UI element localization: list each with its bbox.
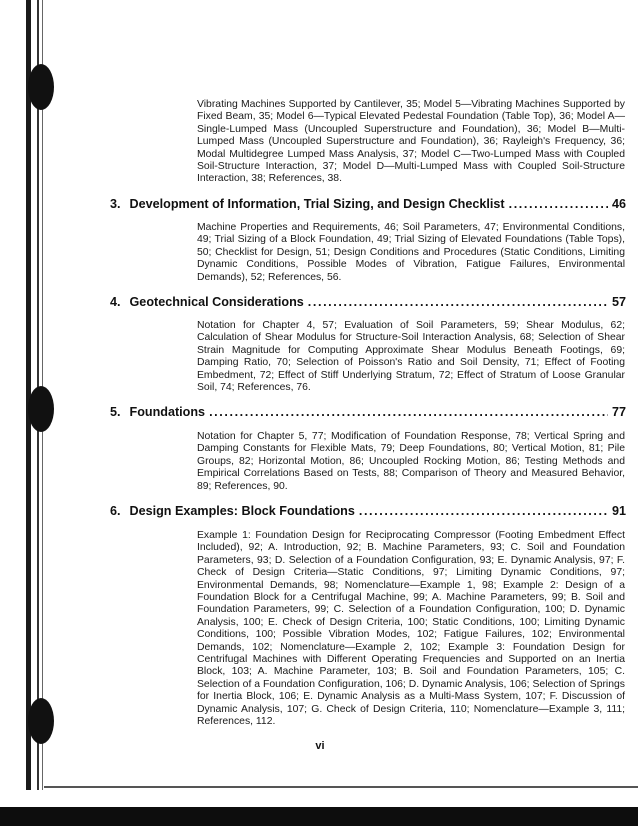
- bottom-edge: [0, 807, 638, 826]
- leader-dots: [308, 295, 608, 309]
- toc-chapter-4-contents: Notation for Chapter 4, 57; Evaluation of Soil Parameters, 59; Shear Modulus, 62; Calculation of Shear Modulus for Structure-Soil Interaction Analysis, 68; Selection of Shear Strain Magnitude for Computing Approximate Shear Modulus Beneath Footings, 69; Damping Ratio, 70; Selection of Poisson's Ratio and Soil Density, 71; Effect of Footing Embedment, 72; Effect of Stiff Underlying Stratum, 72; Effect of Stratum of Loose Granular Soil, 74; References, 76.: [197, 320, 625, 394]
- toc-chapter-6-contents: Example 1: Foundation Design for Reciprocating Compressor (Footing Embedment Effect Included), 92; A. Introduction, 92; B. Machine Parameters, 93; C. Soil and Foundation Parameters, 93; D. Selection of a Foundation Configuration, 93; E. Dynamic Analysis, 97; F. Check of Design Criteria—Static Conditions, 97; Limiting Dynamic Conditions, 97; Environmental Demands, 98; Nomenclature—Example 1, 98; Example 2: Design of a Foundation Block for a Centrifugal Machine, 99; A. Machine Parameters, 99; B. Soil and Foundation Parameters, 99; C. Selection of a Foundation Configuration, 100; D. Dynamic Analysis, 100; E. Check of Design Criteria, 100; Static Conditions, 100; Limiting Dynamic Conditions, 100; Possible Vibration Modes, 102; Fatigue Failures, 102; Environmental Demands, 102; Nomenclature—Example 2, 102; Example 3: Foundation Design for Centrifugal Machines with Different Operating Frequencies and Supported on an Inertia Block, 103; A. Machine Parameter, 103; B. Soil and Foundation Parameters, 105; C. Selection of a Foundation Configuration, 106; D. Dynamic Analysis, 106; Selection of Springs for Inertia Block, 106; E. Dynamic Analysis as a Multi-Mass System, 107; F. Discussion of Dynamic Analysis, 107; G. Check of Design Criteria, 110; Nomenclature—Example 3, 111; References, 112.: [197, 530, 625, 728]
- chapter-number: 6.: [110, 504, 121, 518]
- toc-chapter-5-contents: Notation for Chapter 5, 77; Modification of Foundation Response, 78; Vertical Spring and Damping Constants for Flexible Mats, 79; Deep Foundations, 80; Vertical Motion, 81; Pile Groups, 82; Horizontal Motion, 86; Uncoupled Rocking Motion, 86; Testing Methods and Empirical Correlations Based on Tests, 88; Comparison of Theory and Measured Behavior, 89; References, 90.: [197, 431, 625, 492]
- chapter-page-number: 77: [611, 405, 626, 419]
- chapter-title: Foundations: [129, 405, 206, 419]
- chapter-title: Design Examples: Block Foundations: [129, 504, 355, 518]
- chapter-page-number: 46: [611, 197, 626, 211]
- chapter-page-number: 57: [611, 295, 626, 309]
- toc-chapter-4: [110, 295, 626, 309]
- punch-hole: [28, 698, 54, 744]
- chapter-page-number: 91: [611, 504, 626, 518]
- toc-continuation-text: Vibrating Machines Supported by Cantilever, 35; Model 5—Vibrating Machines Supported by Fixed Beam, 35; Model 6—Typical Elevated Pedestal Foundation (Table Top), 36; Model A—Single-Lumped Mass (Uncoupled Superstructure and Foundation), 36; Model B—Multi-Lumped Mass (Uncoupled Superstructure and Foundation), 36; Rayleigh's Frequency, 36; Modal Multidegree Lumped Mass Analysis, 37; Model C—Two-Lumped Mass with Coupled Soil-Structure Interaction, 37; Model D—Multi-Lumped Mass with Coupled Soil-Structure Interaction, 38; References, 38.: [197, 99, 625, 185]
- chapter-number: 5.: [110, 405, 121, 419]
- chapter-title: Geotechnical Considerations: [129, 295, 304, 309]
- chapter-title: Development of Information, Trial Sizing, and Design Checklist: [129, 197, 505, 211]
- toc-chapter-6: [110, 504, 626, 518]
- toc-chapter-3-contents: Machine Properties and Requirements, 46; Soil Parameters, 47; Environmental Conditions, 49; Trial Sizing of a Block Foundation, 49; Trial Sizing of Elevated Foundations (Table Tops), 50; Checklist for Design, 51; Design Conditions and Procedures (Static Conditions, Limiting Dynamic Conditions, Possible Modes of Vibration, Fatigue Failures, Environmental Demands), 52; References, 56.: [197, 222, 625, 283]
- punch-hole: [28, 64, 54, 110]
- leader-dots: [509, 197, 608, 211]
- toc-chapter-3: [110, 197, 626, 211]
- leader-dots: [209, 405, 608, 419]
- bottom-rule: [44, 786, 638, 788]
- toc-chapter-5: [110, 405, 626, 419]
- chapter-number: 3.: [110, 197, 121, 211]
- leader-dots: [359, 504, 608, 518]
- page-folio: vi: [315, 740, 325, 752]
- punch-hole: [28, 386, 54, 432]
- chapter-number: 4.: [110, 295, 121, 309]
